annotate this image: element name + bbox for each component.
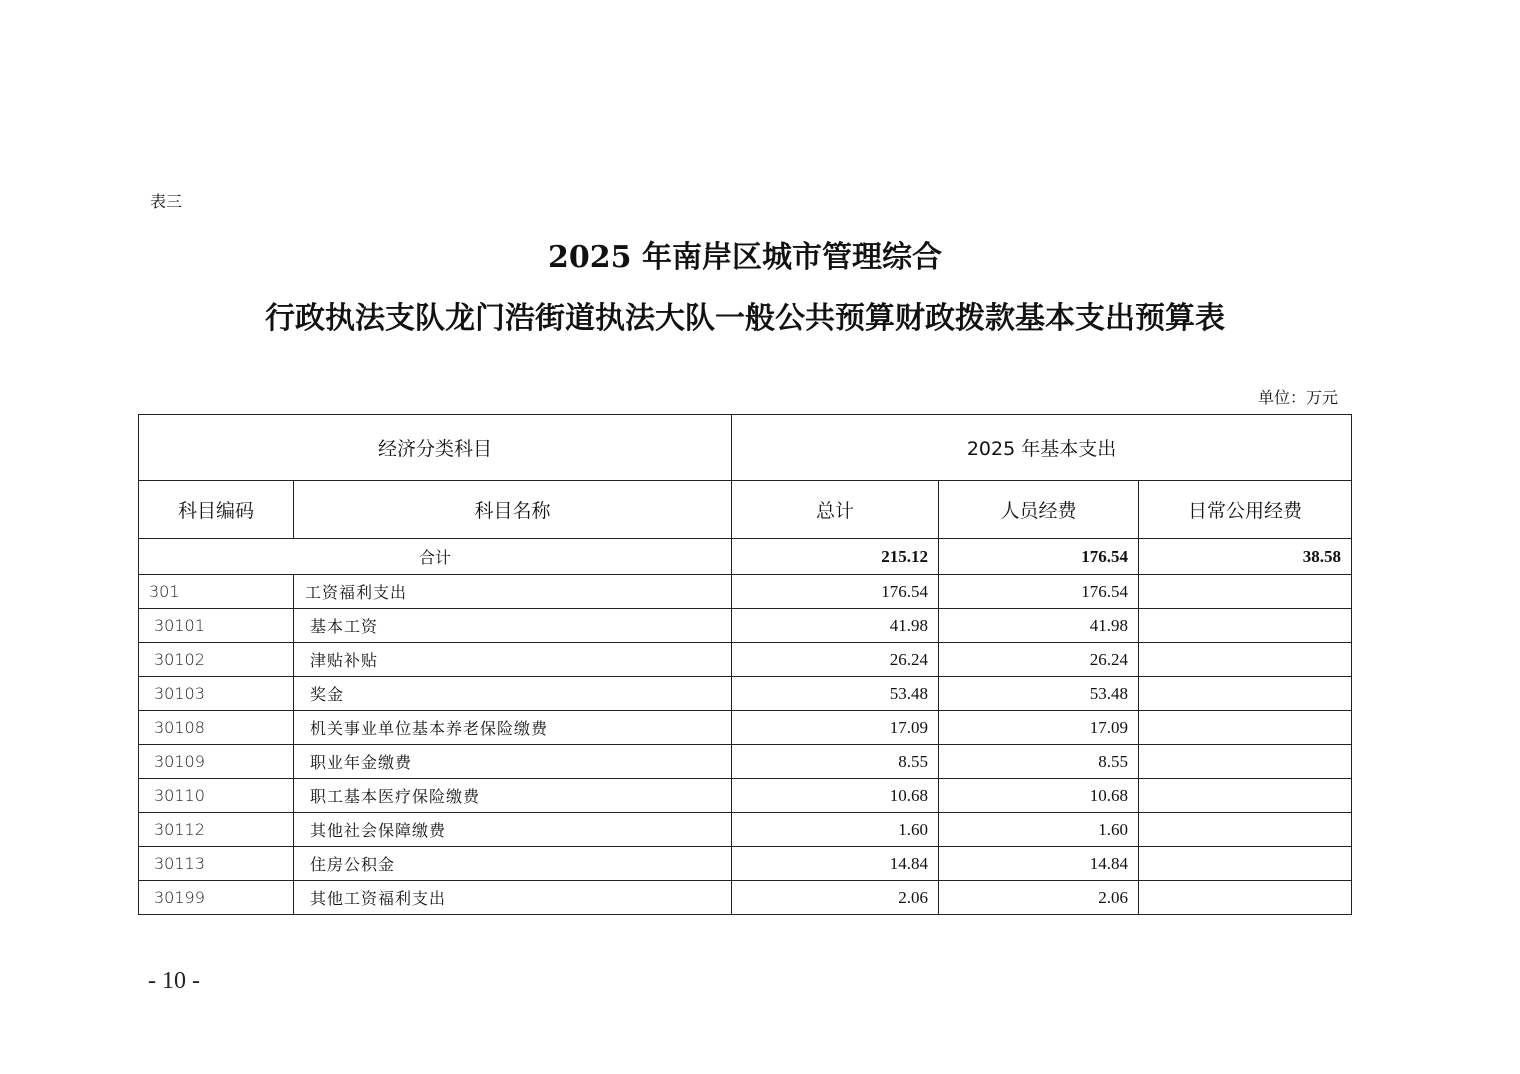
budget-table	[138, 414, 1352, 915]
row-total: 10.68	[732, 779, 939, 813]
document-title-line-1: 2025 年南岸区城市管理综合	[548, 240, 942, 275]
row-public	[1139, 847, 1352, 881]
row-total: 53.48	[732, 677, 939, 711]
row-name: 津贴补贴	[294, 643, 732, 677]
row-name: 奖金	[294, 677, 732, 711]
row-code: 30112	[139, 813, 294, 847]
row-name: 其他工资福利支出	[294, 881, 732, 915]
unit-label: 单位：万元	[1257, 388, 1338, 407]
total-label: 合计	[139, 539, 732, 575]
row-total: 41.98	[732, 609, 939, 643]
row-name: 机关事业单位基本养老保险缴费	[294, 711, 732, 745]
row-personnel: 17.09	[939, 711, 1139, 745]
column-header-row	[139, 481, 1352, 539]
row-personnel: 41.98	[939, 609, 1139, 643]
row-code: 301	[139, 575, 294, 609]
row-personnel: 26.24	[939, 643, 1139, 677]
row-personnel: 176.54	[939, 575, 1139, 609]
table-row	[139, 813, 1352, 847]
header-basic-expenditure: 2025 年基本支出	[732, 415, 1352, 481]
row-public	[1139, 779, 1352, 813]
header-code: 科目编码	[139, 481, 294, 539]
total-cell-public: 38.58	[1139, 539, 1352, 575]
row-total: 2.06	[732, 881, 939, 915]
row-code: 30103	[139, 677, 294, 711]
row-total: 1.60	[732, 813, 939, 847]
row-name: 住房公积金	[294, 847, 732, 881]
header-total: 总计	[732, 481, 939, 539]
row-personnel: 1.60	[939, 813, 1139, 847]
table-row	[139, 711, 1352, 745]
row-code: 30109	[139, 745, 294, 779]
header-personnel: 人员经费	[939, 481, 1139, 539]
row-personnel: 2.06	[939, 881, 1139, 915]
row-total: 17.09	[732, 711, 939, 745]
row-code: 30199	[139, 881, 294, 915]
row-personnel: 10.68	[939, 779, 1139, 813]
table-row	[139, 575, 1352, 609]
header-economic-category: 经济分类科目	[139, 415, 732, 481]
table-row	[139, 847, 1352, 881]
document-title-line-2: 行政执法支队龙门浩街道执法大队一般公共预算财政拨款基本支出预算表	[265, 301, 1225, 336]
row-code: 30102	[139, 643, 294, 677]
row-public	[1139, 677, 1352, 711]
row-code: 30108	[139, 711, 294, 745]
row-public	[1139, 745, 1352, 779]
row-code: 30113	[139, 847, 294, 881]
header-name: 科目名称	[294, 481, 732, 539]
row-name: 职工基本医疗保险缴费	[294, 779, 732, 813]
row-total: 26.24	[732, 643, 939, 677]
row-personnel: 14.84	[939, 847, 1139, 881]
row-public	[1139, 881, 1352, 915]
row-code: 30101	[139, 609, 294, 643]
page-number: - 10 -	[148, 968, 200, 994]
row-personnel: 8.55	[939, 745, 1139, 779]
group-header-row	[139, 415, 1352, 481]
table-label: 表三	[150, 192, 183, 211]
row-code: 30110	[139, 779, 294, 813]
row-total: 176.54	[732, 575, 939, 609]
table-row	[139, 779, 1352, 813]
row-name: 基本工资	[294, 609, 732, 643]
row-total: 14.84	[732, 847, 939, 881]
row-name: 职业年金缴费	[294, 745, 732, 779]
row-public	[1139, 643, 1352, 677]
row-public	[1139, 609, 1352, 643]
row-name: 工资福利支出	[294, 575, 732, 609]
total-cell-personnel: 176.54	[939, 539, 1139, 575]
table-row	[139, 745, 1352, 779]
header-public: 日常公用经费	[1139, 481, 1352, 539]
total-cell-total: 215.12	[732, 539, 939, 575]
row-total: 8.55	[732, 745, 939, 779]
row-public	[1139, 813, 1352, 847]
row-personnel: 53.48	[939, 677, 1139, 711]
table-row	[139, 609, 1352, 643]
total-row	[139, 539, 1352, 575]
row-public	[1139, 575, 1352, 609]
row-public	[1139, 711, 1352, 745]
table-row	[139, 881, 1352, 915]
table-row	[139, 643, 1352, 677]
table-row	[139, 677, 1352, 711]
row-name: 其他社会保障缴费	[294, 813, 732, 847]
